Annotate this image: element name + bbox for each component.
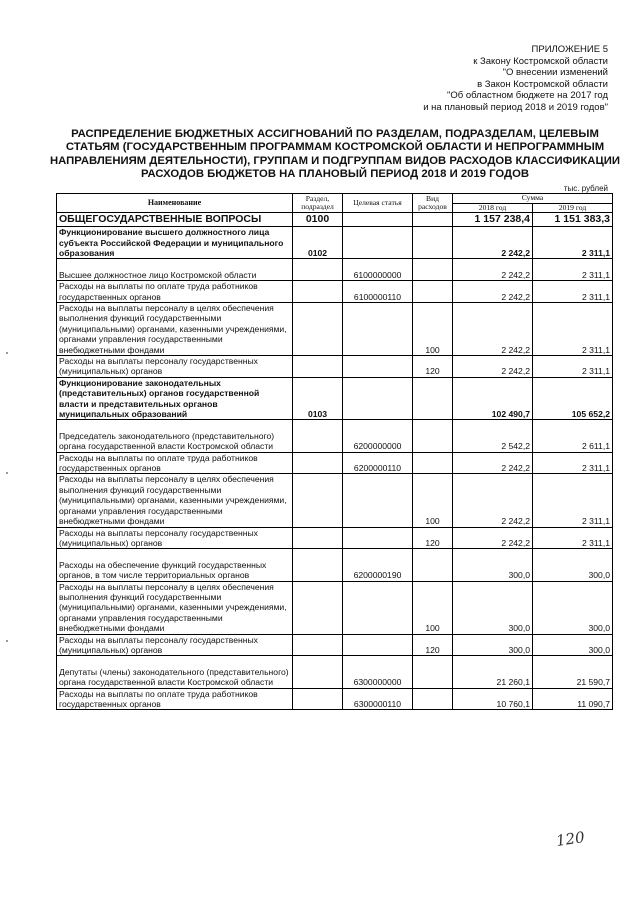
row-name-cell: Председатель законодательного (представительного) органа государственной власти Костромской области [57,420,293,452]
table-row [57,634,613,656]
row-name-cell: Высшее должностное лицо Костромской области [57,259,293,281]
table-row [57,377,613,420]
row-section-cell [293,634,343,656]
row-type-cell [413,656,453,688]
row-2019-cell: 2 311,1 [533,259,613,281]
row-2018-cell: 300,0 [453,634,533,656]
row-target-cell: 6100000000 [343,259,413,281]
row-2018-cell: 300,0 [453,581,533,634]
row-name-cell: Расходы на выплаты по оплате труда работников государственных органов [57,452,293,474]
title-line: СТАТЬЯМ (ГОСУДАРСТВЕННЫМ ПРОГРАММАМ КОСТРОМСКОЙ ОБЛАСТИ И НЕПРОГРАММНЫМ [65,141,605,154]
row-type-cell: 100 [413,581,453,634]
row-target-cell: 6200000000 [343,420,413,452]
scan-mark [6,352,8,354]
row-section-cell [293,688,343,710]
table-row [57,420,613,452]
table-body [57,213,613,710]
row-section-cell: 0102 [293,227,343,259]
row-target-cell: 6200000110 [343,452,413,474]
row-name-cell: Расходы на выплаты персоналу в целях обеспечения выполнения функций государственными (муниципальными) органами, казенными учреждениями, органами управления государственными внебюджетными фондами [57,581,293,634]
appendix-line: и на плановый период 2018 и 2019 годов" [423,101,608,113]
table-row [57,227,613,259]
row-target-cell [343,303,413,356]
row-section-cell [293,527,343,549]
table-row [57,213,613,227]
row-name-cell: Расходы на обеспечение функций государственных органов, в том числе территориальных органов [57,549,293,581]
row-2019-cell: 300,0 [533,581,613,634]
row-target-cell [343,474,413,527]
row-type-cell [413,377,453,420]
row-name-cell: ОБЩЕГОСУДАРСТВЕННЫЕ ВОПРОСЫ [57,213,293,227]
table-row [57,303,613,356]
header-sum: Сумма [453,194,613,204]
row-section-cell [293,549,343,581]
table-row [57,281,613,303]
row-2019-cell: 1 151 383,3 [533,213,613,227]
document-title [50,128,620,182]
row-name-cell: Расходы на выплаты персоналу в целях обеспечения выполнения функций государственными (муниципальными) органами, казенными учреждениями, органами управления государственными внебюджетными фондами [57,474,293,527]
row-2018-cell: 102 490,7 [453,377,533,420]
row-section-cell: 0100 [293,213,343,227]
row-2019-cell: 11 090,7 [533,688,613,710]
row-2019-cell: 2 311,1 [533,474,613,527]
row-target-cell [343,377,413,420]
row-2018-cell: 2 242,2 [453,227,533,259]
table-row [57,259,613,281]
appendix-line: "О внесении изменений [502,67,608,79]
budget-table [56,193,613,710]
row-name-cell: Функционирование высшего должностного лица субъекта Российской Федерации и муниципального образования [57,227,293,259]
row-2018-cell: 10 760,1 [453,688,533,710]
row-2019-cell: 300,0 [533,634,613,656]
row-type-cell [413,452,453,474]
appendix-note [423,44,608,114]
units-label: тыс. рублей [563,184,608,193]
row-type-cell: 120 [413,356,453,378]
row-2018-cell: 300,0 [453,549,533,581]
table-row [57,688,613,710]
row-type-cell [413,227,453,259]
appendix-line: ПРИЛОЖЕНИЕ 5 [531,44,608,55]
row-section-cell [293,474,343,527]
table-row [57,527,613,549]
row-type-cell: 100 [413,474,453,527]
row-2018-cell: 2 242,2 [453,281,533,303]
title-line: РАСХОДОВ БЮДЖЕТОВ НА ПЛАНОВЫЙ ПЕРИОД 2018 И 2019 ГОДОВ [140,168,530,181]
row-name-cell: Депутаты (члены) законодательного (представительного) органа государственной власти Костромской области [57,656,293,688]
row-2018-cell: 2 242,2 [453,474,533,527]
row-section-cell [293,303,343,356]
title-line: РАСПРЕДЕЛЕНИЕ БЮДЖЕТНЫХ АССИГНОВАНИЙ ПО РАЗДЕЛАМ, ПОДРАЗДЕЛАМ, ЦЕЛЕВЫМ [71,128,599,140]
row-type-cell: 100 [413,303,453,356]
table-row [57,656,613,688]
row-type-cell [413,213,453,227]
table-row [57,356,613,378]
row-2018-cell: 2 542,2 [453,420,533,452]
row-section-cell [293,656,343,688]
row-target-cell: 6300000000 [343,656,413,688]
row-name-cell: Расходы на выплаты по оплате труда работников государственных органов [57,688,293,710]
header-type: Вид расходов [413,194,453,213]
appendix-line: к Закону Костромской области [473,55,608,67]
row-section-cell [293,420,343,452]
row-2019-cell: 300,0 [533,549,613,581]
row-target-cell [343,356,413,378]
row-type-cell [413,259,453,281]
row-type-cell [413,281,453,303]
row-2018-cell: 2 242,2 [453,527,533,549]
row-2019-cell: 2 611,1 [533,420,613,452]
row-section-cell [293,356,343,378]
row-section-cell: 0103 [293,377,343,420]
row-name-cell: Расходы на выплаты персоналу государственных (муниципальных) органов [57,527,293,549]
row-type-cell: 120 [413,527,453,549]
row-type-cell [413,688,453,710]
appendix-line: "Об областном бюджете на 2017 год [447,90,608,102]
row-2019-cell: 2 311,1 [533,356,613,378]
table-row [57,581,613,634]
title-line: НАПРАВЛЕНИЯМ ДЕЯТЕЛЬНОСТИ), ГРУППАМ И ПОДГРУППАМ ВИДОВ РАСХОДОВ КЛАССИФИКАЦИИ [50,154,620,167]
row-2018-cell: 1 157 238,4 [453,213,533,227]
row-name-cell: Расходы на выплаты персоналу государственных (муниципальных) органов [57,356,293,378]
row-target-cell [343,527,413,549]
page-number: 120 [554,828,586,850]
header-target: Целевая статья [343,194,413,213]
header-2019: 2019 год [533,203,613,213]
row-2018-cell: 21 260,1 [453,656,533,688]
scan-mark [6,472,8,474]
row-2019-cell: 105 652,2 [533,377,613,420]
scan-mark [6,640,8,642]
row-name-cell: Функционирование законодательных (представительных) органов государственной власти и представительных органов муниципальных образований [57,377,293,420]
row-target-cell [343,581,413,634]
row-2019-cell: 21 590,7 [533,656,613,688]
table-row [57,474,613,527]
row-section-cell [293,452,343,474]
row-2018-cell: 2 242,2 [453,356,533,378]
row-target-cell [343,227,413,259]
row-2019-cell: 2 311,1 [533,527,613,549]
row-target-cell: 6300000110 [343,688,413,710]
row-name-cell: Расходы на выплаты персоналу в целях обеспечения выполнения функций государственными (муниципальными) органами, казенными учреждениями, органами управления государственными внебюджетными фондами [57,303,293,356]
row-2018-cell: 2 242,2 [453,452,533,474]
row-2019-cell: 2 311,1 [533,281,613,303]
header-name: Наименование [57,194,293,213]
appendix-line: в Закон Костромской области [477,78,608,90]
row-target-cell [343,213,413,227]
row-2019-cell: 2 311,1 [533,452,613,474]
row-target-cell: 6100000110 [343,281,413,303]
row-2019-cell: 2 311,1 [533,303,613,356]
row-name-cell: Расходы на выплаты персоналу государственных (муниципальных) органов [57,634,293,656]
row-section-cell [293,281,343,303]
row-type-cell [413,549,453,581]
row-type-cell: 120 [413,634,453,656]
row-section-cell [293,581,343,634]
table-row [57,452,613,474]
header-row [57,194,613,204]
row-2018-cell: 2 242,2 [453,303,533,356]
row-2018-cell: 2 242,2 [453,259,533,281]
table-row [57,549,613,581]
header-2018: 2018 год [453,203,533,213]
row-2019-cell: 2 311,1 [533,227,613,259]
row-section-cell [293,259,343,281]
row-name-cell: Расходы на выплаты по оплате труда работников государственных органов [57,281,293,303]
row-type-cell [413,420,453,452]
header-section: Раздел, подраздел [293,194,343,213]
row-target-cell [343,634,413,656]
row-target-cell: 6200000190 [343,549,413,581]
